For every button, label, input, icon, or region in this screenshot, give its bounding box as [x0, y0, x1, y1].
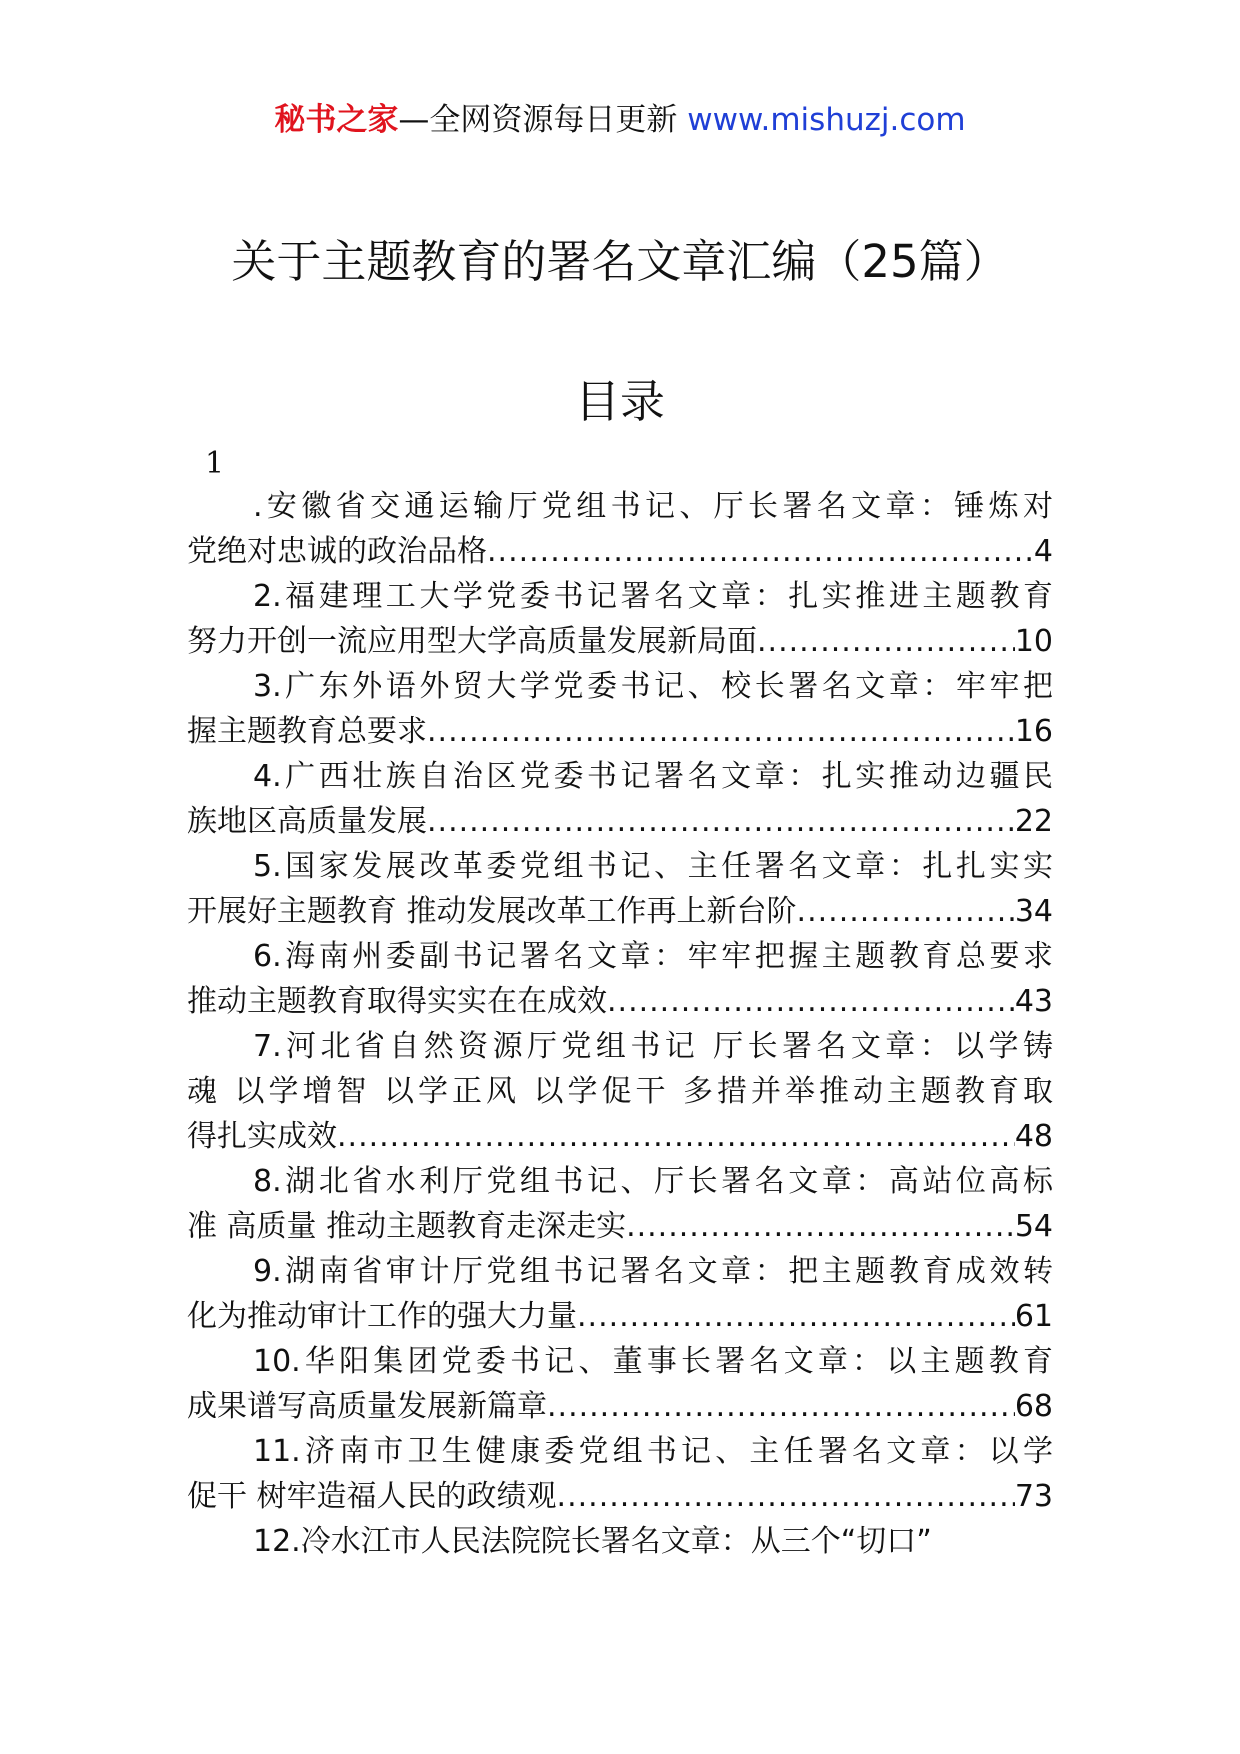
site-url[interactable]: www.mishuzj.com: [687, 102, 966, 138]
toc-entry-last-line: [187, 529, 1053, 574]
toc-entry-text: 12.冷水江市人民法院院长署名文章：从三个“切口”: [253, 1524, 932, 1559]
toc-entry-text: 4.广西壮族自治区党委书记署名文章：扎实推动边疆民: [253, 759, 1053, 794]
toc-leader-dots: [427, 799, 1015, 844]
toc-entry[interactable]: [187, 934, 1053, 1024]
toc-page-number: 16: [1014, 714, 1053, 749]
toc-leader-dots: [577, 1294, 1015, 1339]
toc-entry-text: 11.济南市卫生健康委党组书记、主任署名文章：以学: [253, 1434, 1053, 1469]
toc-entry[interactable]: [187, 484, 1053, 574]
toc-leader-dots: [487, 529, 1034, 574]
toc-entry[interactable]: [187, 1519, 1053, 1564]
toc-page-number: 22: [1014, 804, 1053, 839]
toc-entry-text: 开展好主题教育 推动发展改革工作再上新台阶: [187, 894, 797, 929]
toc-entry-last-line: [187, 1474, 1053, 1519]
toc-entry-text: 5.国家发展改革委党组书记、主任署名文章：扎扎实实: [253, 849, 1053, 884]
toc-leader-dots: [557, 1474, 1015, 1519]
toc-leader-dots: [337, 1114, 1015, 1159]
toc-page-number: 4: [1033, 534, 1053, 569]
toc-page-number: 73: [1014, 1479, 1053, 1514]
document-title: 关于主题教育的署名文章汇编（25篇）: [231, 235, 1009, 288]
toc-entry-last-line: [187, 979, 1053, 1024]
toc-entry-text: 10.华阳集团党委书记、董事长署名文章：以主题教育: [253, 1344, 1053, 1379]
toc-leader-dots: [626, 1204, 1015, 1249]
toc-entry-text: 成果谱写高质量发展新篇章: [187, 1389, 547, 1424]
site-header: [0, 100, 1240, 140]
toc-entry-last-line: [187, 709, 1053, 754]
toc-entry-last-line: [187, 799, 1053, 844]
toc-entry-text: 8.湖北省水利厅党组书记、厅长署名文章：高站位高标: [253, 1164, 1053, 1199]
toc-leader-dots: [427, 709, 1015, 754]
brand-name: 秘书之家: [274, 102, 399, 138]
toc-page-number: 68: [1014, 1389, 1053, 1424]
toc-leader-dots: [797, 889, 1015, 934]
toc-entry[interactable]: [187, 844, 1053, 934]
toc-leader-dots: [607, 979, 1015, 1024]
toc-entry-text: 得扎实成效: [187, 1119, 337, 1154]
toc-page-number: 34: [1014, 894, 1053, 929]
toc-entry[interactable]: [187, 1249, 1053, 1339]
toc-entry-text: 族地区高质量发展: [187, 804, 427, 839]
toc-entry-text: 7.河北省自然资源厅党组书记 厅长署名文章：以学铸: [253, 1029, 1053, 1064]
toc-entry-text: 魂 以学增智 以学正风 以学促干 多措并举推动主题教育取: [187, 1074, 1053, 1109]
toc-entry[interactable]: [187, 1339, 1053, 1429]
toc-entry[interactable]: [187, 664, 1053, 754]
toc-entry[interactable]: [187, 754, 1053, 844]
table-of-contents: [187, 484, 1053, 1564]
toc-entry-text: 3.广东外语外贸大学党委书记、校长署名文章：牢牢把: [253, 669, 1053, 704]
site-slogan: —全网资源每日更新: [398, 102, 678, 138]
toc-entry[interactable]: [187, 1429, 1053, 1519]
toc-entry-text: 推动主题教育取得实实在在成效: [187, 984, 607, 1019]
toc-page-number: 10: [1014, 624, 1053, 659]
toc-entry[interactable]: [187, 1024, 1053, 1159]
toc-heading: 目录: [574, 375, 665, 428]
toc-entry-last-line: [187, 889, 1053, 934]
toc-page-number: 54: [1014, 1209, 1053, 1244]
toc-entry-last-line: [187, 1114, 1053, 1159]
toc-entry-text: 2.福建理工大学党委书记署名文章：扎实推进主题教育: [253, 579, 1053, 614]
toc-page-number: 61: [1014, 1299, 1053, 1334]
toc-entry-text: 努力开创一流应用型大学高质量发展新局面: [187, 624, 757, 659]
toc-page-number: 48: [1014, 1119, 1053, 1154]
stray-number: 1: [205, 446, 225, 481]
toc-entry-text: 6.海南州委副书记署名文章：牢牢把握主题教育总要求: [253, 939, 1053, 974]
toc-leader-dots: [547, 1384, 1015, 1429]
toc-entry-text: 9.湖南省审计厅党组书记署名文章：把主题教育成效转: [253, 1254, 1053, 1289]
toc-entry[interactable]: [187, 1159, 1053, 1249]
toc-entry-text: 化为推动审计工作的强大力量: [187, 1299, 577, 1334]
toc-leader-dots: [757, 619, 1015, 664]
toc-entry-text: 党绝对忠诚的政治品格: [187, 534, 487, 569]
toc-entry-last-line: [187, 619, 1053, 664]
toc-entry-last-line: [187, 1204, 1053, 1249]
toc-entry-text: 握主题教育总要求: [187, 714, 427, 749]
toc-entry[interactable]: [187, 574, 1053, 664]
toc-entry-last-line: [187, 1294, 1053, 1339]
toc-page-number: 43: [1014, 984, 1053, 1019]
toc-entry-last-line: [187, 1384, 1053, 1429]
toc-entry-text: 促干 树牢造福人民的政绩观: [187, 1479, 557, 1514]
toc-entry-text: 准 高质量 推动主题教育走深走实: [187, 1209, 627, 1244]
toc-entry-text: .安徽省交通运输厅党组书记、厅长署名文章：锤炼对: [253, 489, 1053, 524]
